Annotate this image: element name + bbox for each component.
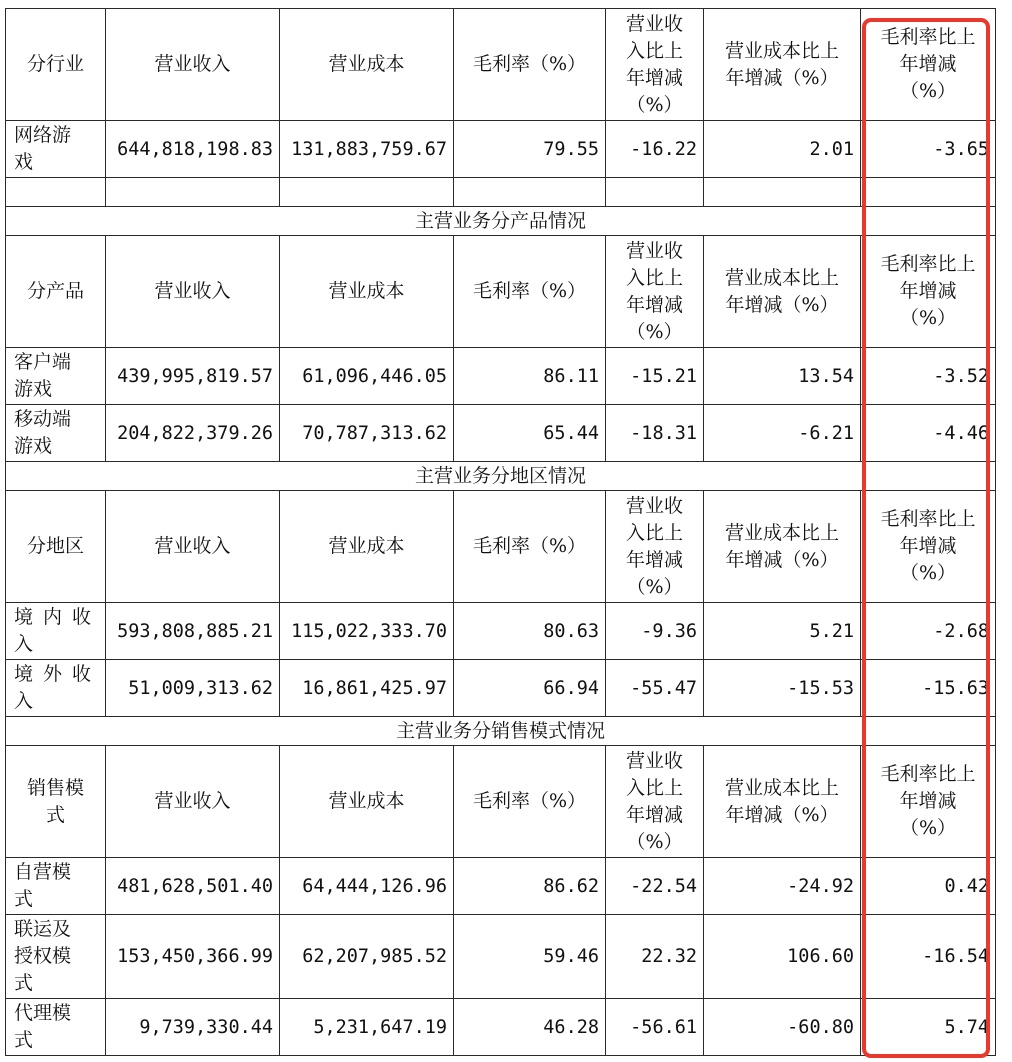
row-label: [6, 858, 106, 915]
row-label-line: 式: [14, 888, 34, 910]
revenue-header: 营业收入: [106, 9, 280, 121]
cost-yoy-header-line: 年增减（%）: [725, 66, 839, 89]
rev-yoy-cell: -55.47: [606, 660, 704, 717]
revenue-cell: 439,995,819.57: [106, 348, 280, 405]
main-business-table: [5, 8, 996, 1056]
row-label-line: 授权模: [14, 945, 72, 967]
rev-yoy-header-line: 年增减: [625, 66, 683, 89]
row-label-line: 境内收: [14, 606, 102, 628]
section-title-row: [6, 462, 996, 491]
rev-yoy-header-line: 营业收: [625, 749, 683, 772]
margin-yoy-header: [861, 491, 996, 603]
table-row: [6, 660, 996, 717]
revenue-header: 营业收入: [106, 746, 280, 858]
margin-yoy-header: [861, 9, 996, 121]
margin-yoy-header-line: 毛利率比上: [880, 763, 976, 785]
rev-yoy-cell: 22.32: [606, 915, 704, 999]
margin-cell: 65.44: [454, 405, 606, 462]
row-label-line: 式: [14, 972, 34, 994]
cost-yoy-header: [704, 236, 861, 348]
row-label: [6, 348, 106, 405]
row-label: [6, 999, 106, 1056]
margin-yoy-header-line: 年增减: [899, 53, 957, 75]
revenue-cell: 593,808,885.21: [106, 603, 280, 660]
row-label: [6, 915, 106, 999]
empty-cell: [606, 178, 704, 207]
revenue-cell: 153,450,366.99: [106, 915, 280, 999]
margin-cell: 59.46: [454, 915, 606, 999]
margin-yoy-cell: -4.46: [861, 405, 996, 462]
cost-yoy-cell: -60.80: [704, 999, 861, 1056]
empty-cell: [6, 178, 106, 207]
empty-cell: [454, 178, 606, 207]
margin-header: 毛利率（%）: [454, 746, 606, 858]
cost-yoy-cell: 5.21: [704, 603, 861, 660]
section-title-region: 主营业务分地区情况: [6, 462, 996, 491]
rev-yoy-header-line: 营业收: [625, 12, 683, 35]
table-row: [6, 915, 996, 999]
cost-header: 营业成本: [280, 491, 454, 603]
cost-cell: 70,787,313.62: [280, 405, 454, 462]
section-title-row: [6, 717, 996, 746]
margin-yoy-cell: 0.42: [861, 858, 996, 915]
margin-yoy-header-line: （%）: [899, 307, 957, 329]
table-row: [6, 858, 996, 915]
rev-yoy-header-line: （%）: [626, 320, 683, 343]
margin-yoy-header-line: 年增减: [899, 280, 957, 302]
margin-yoy-header-line: 毛利率比上: [880, 508, 976, 530]
section-title-row: [6, 207, 996, 236]
rev-yoy-header-line: 入比上: [625, 521, 683, 544]
row-label-line: 网络游: [14, 124, 72, 146]
cost-header: 营业成本: [280, 746, 454, 858]
margin-header: 毛利率（%）: [454, 236, 606, 348]
cost-yoy-cell: 106.60: [704, 915, 861, 999]
cost-yoy-header-line: 年增减（%）: [725, 548, 839, 571]
cost-yoy-header-line: 年增减（%）: [725, 293, 839, 316]
margin-cell: 79.55: [454, 121, 606, 178]
rev-yoy-header-line: 年增减: [625, 803, 683, 826]
margin-yoy-header-line: 毛利率比上: [880, 26, 976, 48]
row-label-line: 式: [14, 1029, 34, 1051]
row-label-line: 游戏: [14, 435, 53, 457]
row-label-line: 客户端: [14, 351, 72, 373]
revenue-cell: 204,822,379.26: [106, 405, 280, 462]
table-row: [6, 121, 996, 178]
table-row: [6, 999, 996, 1056]
dim-header-line: 销售模: [26, 776, 84, 799]
cost-cell: 131,883,759.67: [280, 121, 454, 178]
cost-cell: 64,444,126.96: [280, 858, 454, 915]
row-label-line: 入: [14, 690, 34, 712]
dim-header-region: 分地区: [6, 491, 106, 603]
rev-yoy-cell: -22.54: [606, 858, 704, 915]
revenue-cell: 51,009,313.62: [106, 660, 280, 717]
row-label: [6, 603, 106, 660]
cost-yoy-cell: -6.21: [704, 405, 861, 462]
margin-yoy-header-line: （%）: [899, 562, 957, 584]
margin-cell: 80.63: [454, 603, 606, 660]
margin-yoy-cell: -2.68: [861, 603, 996, 660]
margin-yoy-header-line: 毛利率比上: [880, 253, 976, 275]
header-row-product: [6, 236, 996, 348]
rev-yoy-header: [606, 491, 704, 603]
header-row-region: [6, 491, 996, 603]
revenue-header: 营业收入: [106, 491, 280, 603]
financial-table-wrapper: [5, 8, 996, 1056]
margin-header: 毛利率（%）: [454, 9, 606, 121]
cost-cell: 115,022,333.70: [280, 603, 454, 660]
cost-yoy-header-line: 营业成本比上: [724, 39, 839, 62]
empty-cell: [106, 178, 280, 207]
cost-yoy-header-line: 营业成本比上: [724, 776, 839, 799]
row-label: [6, 121, 106, 178]
cost-yoy-header: [704, 9, 861, 121]
revenue-cell: 9,739,330.44: [106, 999, 280, 1056]
margin-yoy-cell: -3.52: [861, 348, 996, 405]
rev-yoy-header: [606, 9, 704, 121]
margin-yoy-header-line: （%）: [899, 817, 957, 839]
margin-yoy-cell: -3.65: [861, 121, 996, 178]
rev-yoy-header: [606, 236, 704, 348]
cost-cell: 5,231,647.19: [280, 999, 454, 1056]
row-label-line: 入: [14, 633, 34, 655]
rev-yoy-cell: -16.22: [606, 121, 704, 178]
row-label-line: 游戏: [14, 378, 53, 400]
rev-yoy-header: [606, 746, 704, 858]
table-row: [6, 603, 996, 660]
header-row-sales-mode: [6, 746, 996, 858]
cost-yoy-cell: 13.54: [704, 348, 861, 405]
dim-header-product: 分产品: [6, 236, 106, 348]
row-label-line: 联运及: [14, 918, 72, 940]
rev-yoy-header-line: （%）: [626, 93, 683, 116]
margin-yoy-cell: -16.54: [861, 915, 996, 999]
empty-cell: [704, 178, 861, 207]
table-row: [6, 405, 996, 462]
rev-yoy-header-line: 入比上: [625, 39, 683, 62]
rev-yoy-cell: -9.36: [606, 603, 704, 660]
rev-yoy-header-line: （%）: [626, 575, 683, 598]
revenue-cell: 481,628,501.40: [106, 858, 280, 915]
cost-yoy-header: [704, 746, 861, 858]
row-label: [6, 405, 106, 462]
margin-yoy-cell: -15.63: [861, 660, 996, 717]
rev-yoy-header-line: 营业收: [625, 494, 683, 517]
header-row-industry: [6, 9, 996, 121]
margin-yoy-header: [861, 746, 996, 858]
row-label-line: 移动端: [14, 408, 72, 430]
cost-header: 营业成本: [280, 236, 454, 348]
margin-yoy-header-line: 年增减: [899, 535, 957, 557]
margin-header: 毛利率（%）: [454, 491, 606, 603]
rev-yoy-header-line: 营业收: [625, 239, 683, 262]
row-label: [6, 660, 106, 717]
empty-cell: [280, 178, 454, 207]
rev-yoy-header-line: （%）: [626, 830, 683, 853]
margin-cell: 66.94: [454, 660, 606, 717]
dim-header-sales-mode: [6, 746, 106, 858]
revenue-cell: 644,818,198.83: [106, 121, 280, 178]
rev-yoy-header-line: 入比上: [625, 266, 683, 289]
table-row: [6, 348, 996, 405]
dim-header-industry: 分行业: [6, 9, 106, 121]
cost-header: 营业成本: [280, 9, 454, 121]
margin-yoy-header: [861, 236, 996, 348]
cost-yoy-cell: 2.01: [704, 121, 861, 178]
section-title-sales-mode: 主营业务分销售模式情况: [6, 717, 996, 746]
rev-yoy-header-line: 年增减: [625, 548, 683, 571]
cost-yoy-header-line: 营业成本比上: [724, 521, 839, 544]
margin-cell: 46.28: [454, 999, 606, 1056]
cost-yoy-cell: -15.53: [704, 660, 861, 717]
margin-yoy-header-line: （%）: [899, 80, 957, 102]
margin-yoy-cell: 5.74: [861, 999, 996, 1056]
section-title-product: 主营业务分产品情况: [6, 207, 996, 236]
rev-yoy-header-line: 入比上: [625, 776, 683, 799]
margin-cell: 86.11: [454, 348, 606, 405]
cost-yoy-header-line: 年增减（%）: [725, 803, 839, 826]
revenue-header: 营业收入: [106, 236, 280, 348]
rev-yoy-cell: -56.61: [606, 999, 704, 1056]
empty-cell: [861, 178, 996, 207]
row-label-line: 自营模: [14, 861, 72, 883]
row-label-line: 境外收: [14, 663, 102, 685]
margin-yoy-header-line: 年增减: [899, 790, 957, 812]
rev-yoy-cell: -15.21: [606, 348, 704, 405]
cost-yoy-header: [704, 491, 861, 603]
rev-yoy-header-line: 年增减: [625, 293, 683, 316]
cost-cell: 16,861,425.97: [280, 660, 454, 717]
empty-row: [6, 178, 996, 207]
row-label-line: 代理模: [14, 1002, 72, 1024]
cost-cell: 62,207,985.52: [280, 915, 454, 999]
cost-yoy-header-line: 营业成本比上: [724, 266, 839, 289]
rev-yoy-cell: -18.31: [606, 405, 704, 462]
cost-yoy-cell: -24.92: [704, 858, 861, 915]
margin-cell: 86.62: [454, 858, 606, 915]
cost-cell: 61,096,446.05: [280, 348, 454, 405]
dim-header-line: 式: [45, 803, 65, 826]
row-label-line: 戏: [14, 151, 34, 173]
